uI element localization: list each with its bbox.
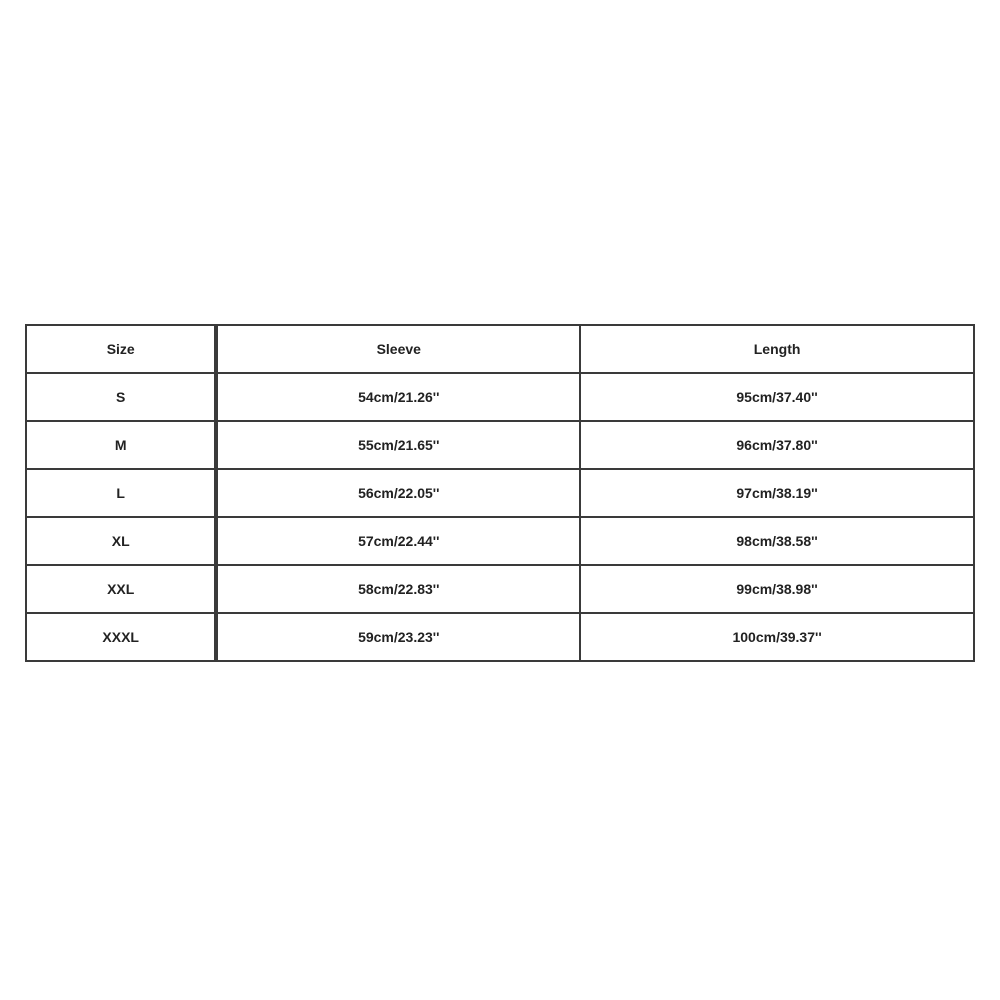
table-row <box>26 517 974 565</box>
cell-length: 96cm/37.80'' <box>580 421 974 469</box>
header-sleeve: Sleeve <box>216 325 580 373</box>
cell-size: S <box>26 373 216 421</box>
cell-size: XXL <box>26 565 216 613</box>
cell-size: XXXL <box>26 613 216 661</box>
cell-size: M <box>26 421 216 469</box>
cell-sleeve: 55cm/21.65'' <box>216 421 580 469</box>
table-header-row <box>26 325 974 373</box>
cell-length: 98cm/38.58'' <box>580 517 974 565</box>
cell-length: 100cm/39.37'' <box>580 613 974 661</box>
cell-sleeve: 58cm/22.83'' <box>216 565 580 613</box>
cell-length: 97cm/38.19'' <box>580 469 974 517</box>
header-length: Length <box>580 325 974 373</box>
table-row <box>26 469 974 517</box>
table-row <box>26 373 974 421</box>
cell-length: 95cm/37.40'' <box>580 373 974 421</box>
cell-sleeve: 59cm/23.23'' <box>216 613 580 661</box>
cell-size: L <box>26 469 216 517</box>
table-row <box>26 421 974 469</box>
cell-sleeve: 57cm/22.44'' <box>216 517 580 565</box>
cell-size: XL <box>26 517 216 565</box>
size-chart-table <box>25 324 975 662</box>
table-row <box>26 613 974 661</box>
cell-length: 99cm/38.98'' <box>580 565 974 613</box>
header-size: Size <box>26 325 216 373</box>
cell-sleeve: 54cm/21.26'' <box>216 373 580 421</box>
table-row <box>26 565 974 613</box>
cell-sleeve: 56cm/22.05'' <box>216 469 580 517</box>
